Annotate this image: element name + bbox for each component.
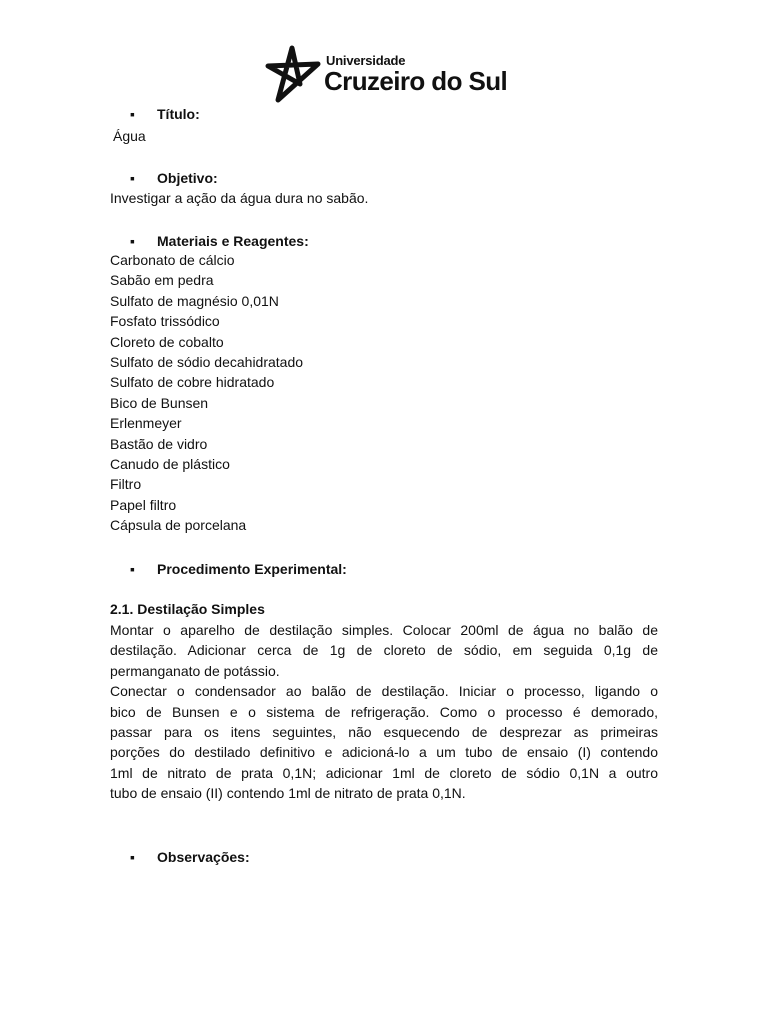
list-item: Filtro [110,476,142,493]
paragraph-line: porções do destilado definitivo e adicioná-lo a um tubo de ensaio (I) contendo [110,744,658,761]
bullet-icon: ▪ [130,561,135,577]
paragraph-line: bico de Bunsen e o sistema de refrigeração. Como o processo é demorado, [110,703,658,720]
list-item: Sabão em pedra [110,272,214,289]
paragraph-line: tubo de ensaio (II) contendo 1ml de nitrato de prata 0,1N. [110,785,466,802]
bullet-icon: ▪ [130,849,135,865]
list-item: Erlenmeyer [110,415,182,432]
list-item: Sulfato de sódio decahidratado [110,354,304,370]
list-item: Canudo de plástico [110,456,230,472]
bullet-icon: ▪ [130,106,135,122]
subheading-destilacao: 2.1. Destilação Simples [110,601,265,617]
logo-name: Cruzeiro do Sul [324,66,508,96]
paragraph-2 [110,681,658,803]
list-item: Fosfato trissódico [110,313,220,330]
list-item: Bico de Bunsen [110,394,209,411]
paragraph-line: 1ml de nitrato de prata 0,1N; adicionar 1ml de cloreto de sódio 0,1N a outro [110,764,658,781]
paragraph-line: Montar o aparelho de destilação simples. Colocar 200ml de água no balão de [110,622,658,638]
list-item: Bastão de vidro [110,435,208,452]
logo-top-text: Universidade [326,53,406,68]
list-item: Cápsula de porcelana [110,517,247,534]
star-icon [262,44,324,104]
bullet-icon: ▪ [130,233,135,249]
paragraph-line: Conectar o condensador ao balão de destilação. Iniciar o processo, ligando o [110,683,658,700]
paragraph-line: destilação. Adicionar cerca de 1g de cloreto de sódio, em seguida 0,1g de [110,642,658,659]
titulo-text: Água [113,128,146,144]
list-item: Sulfato de cobre hidratado [110,374,275,391]
paragraph-line: passar para os itens seguintes, não esquecendo de desprezar as primeiras [110,723,658,740]
list-item: Papel filtro [110,496,177,513]
bullet-icon: ▪ [130,170,135,186]
list-item: Cloreto de cobalto [110,333,224,350]
university-logo [262,44,512,106]
list-item: Sulfato de magnésio 0,01N [110,292,279,309]
paragraph-1 [110,620,658,681]
list-item: Carbonato de cálcio [110,252,235,268]
objetivo-text: Investigar a ação da água dura no sabão. [110,190,369,206]
paragraph-line: permanganato de potássio. [110,662,280,679]
